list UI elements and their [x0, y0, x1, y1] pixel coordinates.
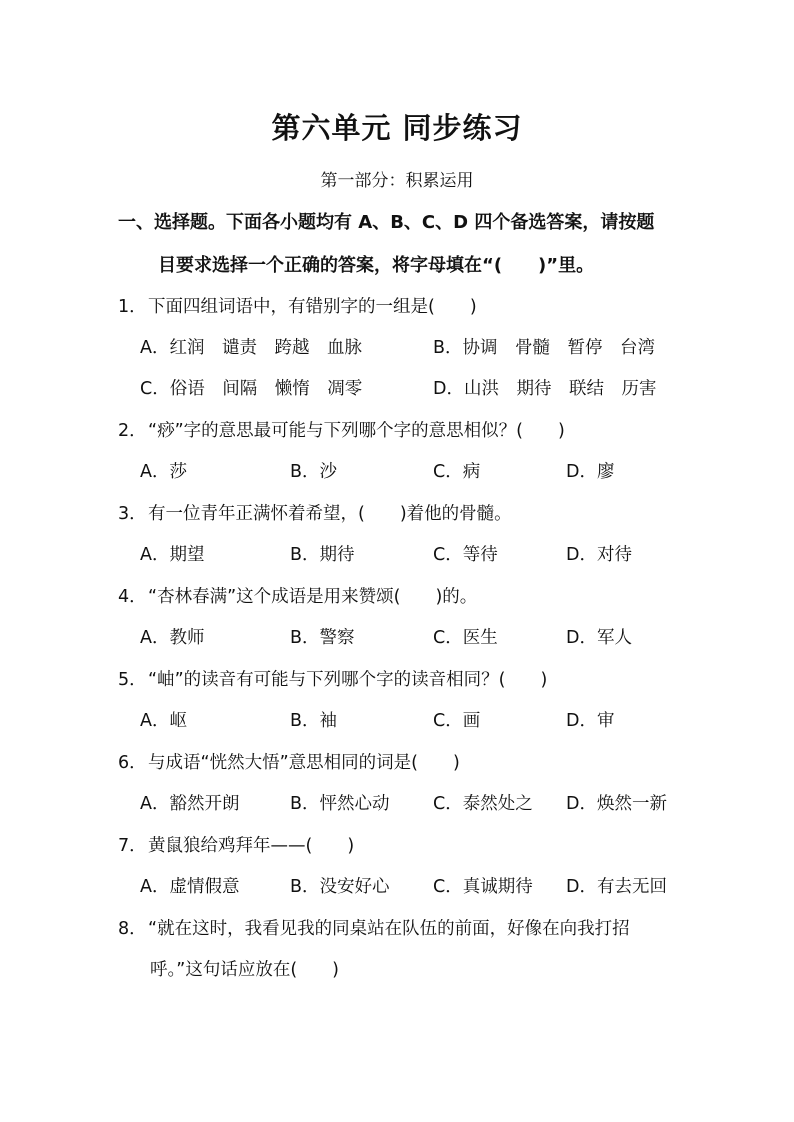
question-text: “岫”的读音有可能与下列哪个字的读音相同？( )	[148, 670, 548, 690]
q5-option-d: D．审	[566, 711, 615, 731]
part-subtitle: 第一部分：积累运用	[320, 171, 474, 191]
page-title: 第六单元 同步练习	[271, 111, 523, 145]
question-text: “就在这时，我看见我的同桌站在队伍的前面，好像在向我打招	[148, 919, 630, 939]
question-text: 下面四组词语中，有错别字的一组是( )	[148, 297, 477, 317]
q6-option-a: A．豁然开朗	[140, 794, 240, 814]
q3-option-b: B．期待	[290, 545, 355, 565]
q3-option-d: D．对待	[566, 545, 632, 565]
question-number: 7．	[118, 836, 147, 856]
q6-option-c: C．泰然处之	[433, 794, 533, 814]
question-number: 8．	[118, 919, 147, 939]
q1-option-b: B．协调 骨髓 暂停 台湾	[433, 338, 656, 358]
question-text: 黄鼠狼给鸡拜年——( )	[148, 836, 355, 856]
q2-option-b: B．沙	[290, 462, 338, 482]
question-2	[118, 418, 565, 444]
question-number: 4．	[118, 587, 147, 607]
q2-option-c: C．病	[433, 462, 481, 482]
section-instruction-line1: 一、选择题。下面各小题均有 A、B、C、D 四个备选答案，请按题	[118, 212, 655, 233]
question-text: “痧”字的意思最可能与下列哪个字的意思相似？( )	[148, 421, 565, 441]
question-number: 1．	[118, 297, 147, 317]
q4-option-d: D．军人	[566, 628, 632, 648]
q3-option-c: C．等待	[433, 545, 498, 565]
question-6	[118, 750, 460, 776]
question-5	[118, 667, 547, 693]
q2-option-a: A．莎	[140, 462, 187, 482]
q4-option-b: B．警察	[290, 628, 355, 648]
question-number: 3．	[118, 504, 147, 524]
q5-option-b: B．袖	[290, 711, 338, 731]
q7-option-b: B．没安好心	[290, 877, 390, 897]
q6-option-b: B．怦然心动	[290, 794, 390, 814]
question-4	[118, 584, 477, 610]
section-instruction-line2: 目要求选择一个正确的答案，将字母填在“( )”里。	[158, 255, 595, 276]
q3-option-a: A．期望	[140, 545, 205, 565]
q1-option-d: D．山洪 期待 联结 历害	[433, 379, 657, 399]
question-text: “杏林春满”这个成语是用来赞颂( )的。	[148, 587, 478, 607]
q7-option-a: A．虚情假意	[140, 877, 240, 897]
question-8-continuation: 呼。”这句话应放在( )	[150, 960, 339, 980]
q5-option-c: C．画	[433, 711, 481, 731]
q2-option-d: D．廖	[566, 462, 615, 482]
q7-option-d: D．有去无回	[566, 877, 667, 897]
q5-option-a: A．岖	[140, 711, 187, 731]
question-1	[118, 294, 477, 320]
question-text: 有一位青年正满怀着希望，( )着他的骨髓。	[148, 504, 512, 524]
q1-option-c: C．俗语 间隔 懒惰 凋零	[140, 379, 363, 399]
question-3	[118, 501, 512, 527]
q4-option-c: C．医生	[433, 628, 498, 648]
q7-option-c: C．真诚期待	[433, 877, 533, 897]
question-number: 2．	[118, 421, 147, 441]
question-number: 6．	[118, 753, 147, 773]
question-8	[118, 916, 630, 942]
q1-option-a: A．红润 谴责 跨越 血脉	[140, 338, 362, 358]
q4-option-a: A．教师	[140, 628, 205, 648]
question-text: 与成语“恍然大悟”意思相同的词是( )	[148, 753, 460, 773]
question-number: 5．	[118, 670, 147, 690]
q6-option-d: D．焕然一新	[566, 794, 667, 814]
question-7	[118, 833, 354, 859]
